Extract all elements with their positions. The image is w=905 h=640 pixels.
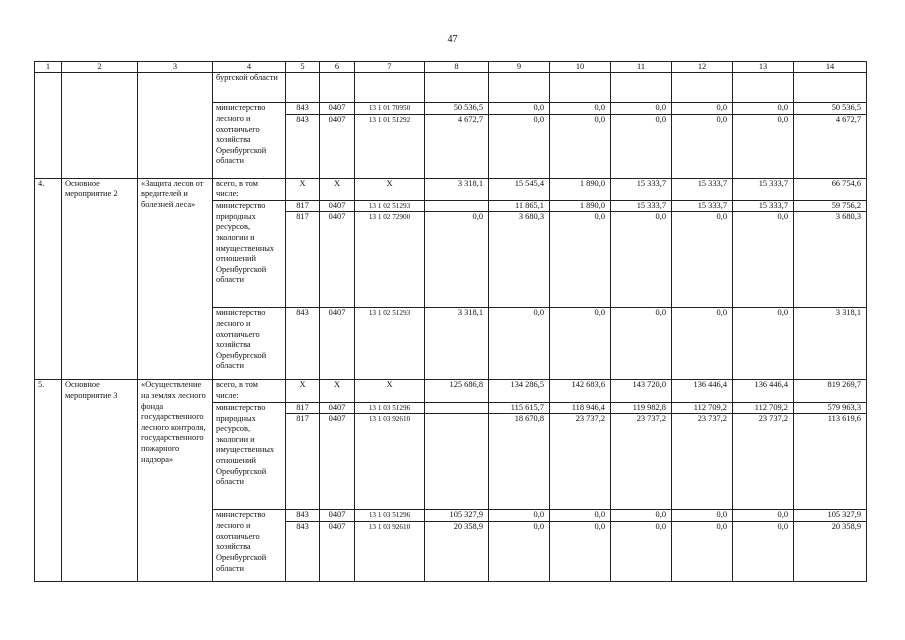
cell-text: всего, в том числе:	[213, 380, 286, 402]
col-header: 8	[425, 62, 489, 73]
cell-value: 136 446,4	[733, 380, 794, 402]
cell: Х	[320, 178, 355, 200]
cell-value: 0,0	[733, 212, 794, 308]
cell-value: 3 318,1	[794, 308, 867, 380]
col-header: 4	[213, 62, 286, 73]
cell-value: 115 615,7	[489, 402, 550, 414]
cell-value: 0,0	[489, 103, 550, 115]
cell-value: 3 680,3	[489, 212, 550, 308]
cell-value: 50 536,5	[425, 103, 489, 115]
cell-value: 0,0	[672, 103, 733, 115]
cell-value: 0,0	[672, 114, 733, 178]
cell-value: 0,0	[611, 212, 672, 308]
cell-value: 23 737,2	[550, 414, 611, 510]
cell-value: 20 358,9	[794, 521, 867, 581]
cell-code: 13 1 02 51293	[355, 308, 425, 380]
cell-value: 0,0	[550, 308, 611, 380]
cell-text: лесного и охотничьего хозяйства Оренбургской области	[213, 114, 286, 178]
cell-value: 142 683,6	[550, 380, 611, 402]
cell-text: министерство	[213, 200, 286, 212]
col-header: 14	[794, 62, 867, 73]
row-number: 4.	[35, 178, 62, 380]
activity-title: «Защита лесов от вредителей и болезней леса»	[138, 178, 213, 380]
col-header: 2	[62, 62, 138, 73]
cell-code: 13 1 02 51293	[355, 200, 425, 212]
cell-value: 11 865,1	[489, 200, 550, 212]
col-header: 9	[489, 62, 550, 73]
cell: 817	[286, 212, 320, 308]
cell-value: 3 318,1	[425, 178, 489, 200]
table-row	[35, 178, 867, 200]
cell: Х	[286, 380, 320, 402]
cell-value: 0,0	[733, 510, 794, 522]
cell-value: 23 737,2	[611, 414, 672, 510]
cell: 843	[286, 521, 320, 581]
cell-value: 15 333,7	[733, 200, 794, 212]
cell-value: 0,0	[550, 103, 611, 115]
cell-value: 15 333,7	[672, 178, 733, 200]
cell: 843	[286, 510, 320, 522]
col-header: 13	[733, 62, 794, 73]
cell-value: 0,0	[672, 510, 733, 522]
cell-value: 0,0	[489, 521, 550, 581]
cell-value: 0,0	[611, 521, 672, 581]
cell-value: 0,0	[733, 521, 794, 581]
cell-text: министерство лесного и охотничьего хозяйства Оренбургской области	[213, 308, 286, 380]
cell-value: 15 333,7	[611, 178, 672, 200]
cell-value: 1 890,0	[550, 200, 611, 212]
col-header: 6	[320, 62, 355, 73]
cell-value: 15 333,7	[733, 178, 794, 200]
table-row	[35, 380, 867, 402]
cell: 817	[286, 402, 320, 414]
cell-value: 0,0	[550, 521, 611, 581]
cell-value: 125 686,8	[425, 380, 489, 402]
col-header: 5	[286, 62, 320, 73]
cell-value: 0,0	[733, 114, 794, 178]
col-header: 11	[611, 62, 672, 73]
cell-code: 13 1 01 51292	[355, 114, 425, 178]
cell-value: 0,0	[611, 510, 672, 522]
cell-value: 23 737,2	[672, 414, 733, 510]
cell: Х	[320, 380, 355, 402]
cell-code: 13 1 03 92610	[355, 521, 425, 581]
cell-value: 0,0	[489, 510, 550, 522]
cell-value: 15 545,4	[489, 178, 550, 200]
cell-value: 134 286,5	[489, 380, 550, 402]
cell-value: 112 709,2	[672, 402, 733, 414]
cell: 0407	[320, 308, 355, 380]
cell-code: 13 1 03 92610	[355, 414, 425, 510]
cell-code: 13 1 02 72900	[355, 212, 425, 308]
cell-value: 0,0	[489, 114, 550, 178]
col-header: 7	[355, 62, 425, 73]
page-number: 47	[447, 34, 458, 45]
cell-text: природных ресурсов, экологии и имущественных отношений Оренбургской области	[213, 414, 286, 510]
cell-value: 1 890,0	[550, 178, 611, 200]
cell-value: 0,0	[425, 212, 489, 308]
cell-value: 112 709,2	[733, 402, 794, 414]
cell: 843	[286, 103, 320, 115]
cell-value: 0,0	[672, 308, 733, 380]
cell-value: 105 327,9	[425, 510, 489, 522]
cell-value: 0,0	[733, 103, 794, 115]
cell-value: 4 672,7	[425, 114, 489, 178]
cell-value: 579 963,3	[794, 402, 867, 414]
cell-value: 136 446,4	[672, 380, 733, 402]
cell-code: 13 1 03 51296	[355, 510, 425, 522]
cell-value: 18 670,8	[489, 414, 550, 510]
cell-value: 0,0	[733, 308, 794, 380]
cell-value: 15 333,7	[672, 200, 733, 212]
cell-value: 4 672,7	[794, 114, 867, 178]
cell: Х	[355, 178, 425, 200]
cell-value: 0,0	[489, 308, 550, 380]
cell-text: министерство	[213, 402, 286, 414]
cell-text: министерство	[213, 510, 286, 522]
cell-value: 15 333,7	[611, 200, 672, 212]
header-row	[35, 62, 867, 73]
cell-value: 20 358,9	[425, 521, 489, 581]
col-header: 12	[672, 62, 733, 73]
cell-value	[425, 402, 489, 414]
cell-value: 50 536,5	[794, 103, 867, 115]
cell-value: 0,0	[611, 103, 672, 115]
cell-value: 0,0	[550, 212, 611, 308]
cell-text: природных ресурсов, экологии и имущественных отношений Оренбургской области	[213, 212, 286, 308]
table-row	[35, 73, 867, 103]
cell: 843	[286, 114, 320, 178]
cell-value: 819 269,7	[794, 380, 867, 402]
cell-value: 66 754,6	[794, 178, 867, 200]
cell-value: 3 318,1	[425, 308, 489, 380]
cell-value: 143 720,0	[611, 380, 672, 402]
budget-table	[34, 61, 867, 582]
cell-value: 0,0	[611, 114, 672, 178]
cell-text: министерство	[213, 103, 286, 115]
cell: 817	[286, 200, 320, 212]
cell-value: 113 619,6	[794, 414, 867, 510]
cell-value: 23 737,2	[733, 414, 794, 510]
cell: 843	[286, 308, 320, 380]
cell-value: 3 680,3	[794, 212, 867, 308]
cell-value	[425, 414, 489, 510]
cell: 0407	[320, 200, 355, 212]
cell-value: 0,0	[672, 212, 733, 308]
cell: 817	[286, 414, 320, 510]
cell: 0407	[320, 510, 355, 522]
cell-text: лесного и охотничьего хозяйства Оренбургской области	[213, 521, 286, 581]
activity-title: «Осуществление на землях лесного фонда государственного лесного контроля, государственного пожарного надзора»	[138, 380, 213, 581]
cell: 0407	[320, 212, 355, 308]
cell-code: 13 1 03 51296	[355, 402, 425, 414]
cell-value: 0,0	[550, 510, 611, 522]
activity-name: Основное мероприятие 2	[62, 178, 138, 380]
cell-text: бургской области	[213, 73, 286, 103]
cell: Х	[355, 380, 425, 402]
cell: 0407	[320, 414, 355, 510]
cell-value: 118 946,4	[550, 402, 611, 414]
col-header: 10	[550, 62, 611, 73]
cell: 0407	[320, 103, 355, 115]
row-number: 5.	[35, 380, 62, 581]
activity-name: Основное мероприятие 3	[62, 380, 138, 581]
col-header: 3	[138, 62, 213, 73]
cell: 0407	[320, 521, 355, 581]
cell-value: 59 756,2	[794, 200, 867, 212]
cell-value: 0,0	[550, 114, 611, 178]
cell: 0407	[320, 402, 355, 414]
cell-text: всего, в том числе:	[213, 178, 286, 200]
cell: 0407	[320, 114, 355, 178]
cell-value: 0,0	[672, 521, 733, 581]
cell-code: 13 1 01 70950	[355, 103, 425, 115]
col-header: 1	[35, 62, 62, 73]
cell-value: 119 982,8	[611, 402, 672, 414]
cell-value: 105 327,9	[794, 510, 867, 522]
cell: Х	[286, 178, 320, 200]
cell-value: 0,0	[611, 308, 672, 380]
cell-value	[425, 200, 489, 212]
